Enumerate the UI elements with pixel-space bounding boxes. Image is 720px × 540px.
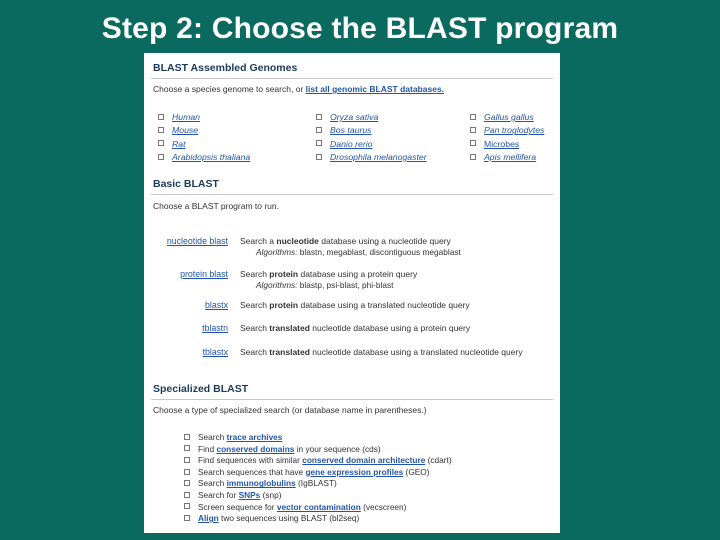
- genome-item[interactable]: Bos taurus: [316, 124, 427, 137]
- program-algorithms: Algorithms: blastn, megablast, discontiguous megablast: [256, 247, 461, 257]
- basic-blast-heading: Basic BLAST: [153, 178, 219, 190]
- bullet-icon: [316, 127, 322, 133]
- snps-link[interactable]: SNPs: [238, 489, 261, 500]
- slide-title: Step 2: Choose the BLAST program: [101, 12, 619, 45]
- program-algorithms: Algorithms: blastp, psi-blast, phi-blast: [256, 280, 394, 290]
- genomes-intro: [153, 84, 444, 94]
- list-item: Search sequences that have gene expression profiles (GEO): [184, 467, 452, 479]
- program-description: Search protein database using a translated nucleotide query: [240, 300, 470, 310]
- bullet-icon: [316, 114, 322, 120]
- basic-intro: Choose a BLAST program to run.: [153, 201, 279, 211]
- list-item: Screen sequence for vector contamination (vecscreen): [184, 502, 452, 514]
- divider: [151, 399, 553, 400]
- genome-item[interactable]: Arabidopsis thaliana: [158, 151, 250, 164]
- gene-expression-profiles-link[interactable]: gene expression profiles: [305, 466, 404, 477]
- list-all-databases-link[interactable]: list all genomic BLAST databases.: [305, 84, 445, 94]
- bullet-icon: [470, 127, 476, 133]
- bullet-icon: [158, 127, 164, 133]
- program-description: Search translated nucleotide database using a protein query: [240, 323, 471, 333]
- list-item: Search immunoglobulins (IgBLAST): [184, 478, 452, 490]
- bullet-icon: [184, 492, 190, 498]
- divider: [151, 194, 553, 195]
- specialized-blast-heading: Specialized BLAST: [153, 383, 249, 395]
- bullet-icon: [184, 515, 190, 521]
- vector-contamination-link[interactable]: vector contamination: [276, 501, 361, 512]
- bullet-icon: [184, 480, 190, 486]
- genome-item[interactable]: Human: [158, 111, 250, 124]
- immunoglobulins-link[interactable]: immunoglobulins: [226, 478, 296, 489]
- list-item: Find conserved domains in your sequence (cds): [184, 444, 452, 456]
- bullet-icon: [316, 140, 322, 146]
- program-description: Search protein database using a protein query: [240, 269, 418, 279]
- nucleotide-blast-link[interactable]: nucleotide blast: [166, 236, 228, 246]
- genome-column-3: [470, 111, 544, 164]
- bullet-icon: [470, 114, 476, 120]
- genome-item[interactable]: Mouse: [158, 124, 250, 137]
- protein-blast-link[interactable]: protein blast: [180, 269, 228, 279]
- bullet-icon: [184, 503, 190, 509]
- tblastn-link[interactable]: tblastn: [202, 323, 228, 333]
- genome-column-1: [158, 111, 250, 164]
- program-description: Search translated nucleotide database using a translated nucleotide query: [240, 347, 523, 357]
- trace-archives-link[interactable]: trace archives: [226, 432, 283, 442]
- genome-item[interactable]: Gallus gallus: [470, 111, 544, 124]
- bullet-icon: [184, 457, 190, 463]
- tblastx-link[interactable]: tblastx: [202, 347, 228, 357]
- assembled-genomes-heading: BLAST Assembled Genomes: [153, 62, 298, 74]
- genome-item[interactable]: Drosophila melanogaster: [316, 151, 427, 164]
- bullet-icon: [184, 469, 190, 475]
- genome-item[interactable]: Microbes: [470, 138, 544, 151]
- genome-item[interactable]: Apis mellifera: [470, 151, 544, 164]
- list-item: Search trace archives: [184, 432, 452, 444]
- conserved-domains-link[interactable]: conserved domains: [216, 443, 295, 454]
- bullet-icon: [184, 434, 190, 440]
- bullet-icon: [316, 154, 322, 160]
- genomes-intro-text: Choose a species genome to search, or: [153, 84, 304, 94]
- bullet-icon: [158, 154, 164, 160]
- align-link[interactable]: Align: [198, 513, 219, 524]
- bullet-icon: [158, 114, 164, 120]
- genome-item[interactable]: Rat: [158, 138, 250, 151]
- specialized-list: [184, 432, 452, 525]
- bullet-icon: [184, 445, 190, 451]
- bullet-icon: [470, 140, 476, 146]
- program-description: Search a nucleotide database using a nucleotide query: [240, 236, 451, 246]
- specialized-intro: Choose a type of specialized search (or database name in parentheses.): [153, 405, 427, 415]
- blast-page: [144, 53, 560, 533]
- genome-column-2: [316, 111, 427, 164]
- conserved-domain-architecture-link[interactable]: conserved domain architecture: [302, 455, 426, 466]
- genome-item[interactable]: Pan troglodytes: [470, 124, 544, 137]
- blastx-link[interactable]: blastx: [205, 300, 228, 310]
- bullet-icon: [470, 154, 476, 160]
- bullet-icon: [158, 140, 164, 146]
- divider: [151, 78, 553, 79]
- list-item: Align two sequences using BLAST (bl2seq): [184, 513, 452, 525]
- list-item: Search for SNPs (snp): [184, 490, 452, 502]
- genome-item[interactable]: Oryza sativa: [316, 111, 427, 124]
- genome-item[interactable]: Danio rerio: [316, 138, 427, 151]
- list-item: Find sequences with similar conserved domain architecture (cdart): [184, 455, 452, 467]
